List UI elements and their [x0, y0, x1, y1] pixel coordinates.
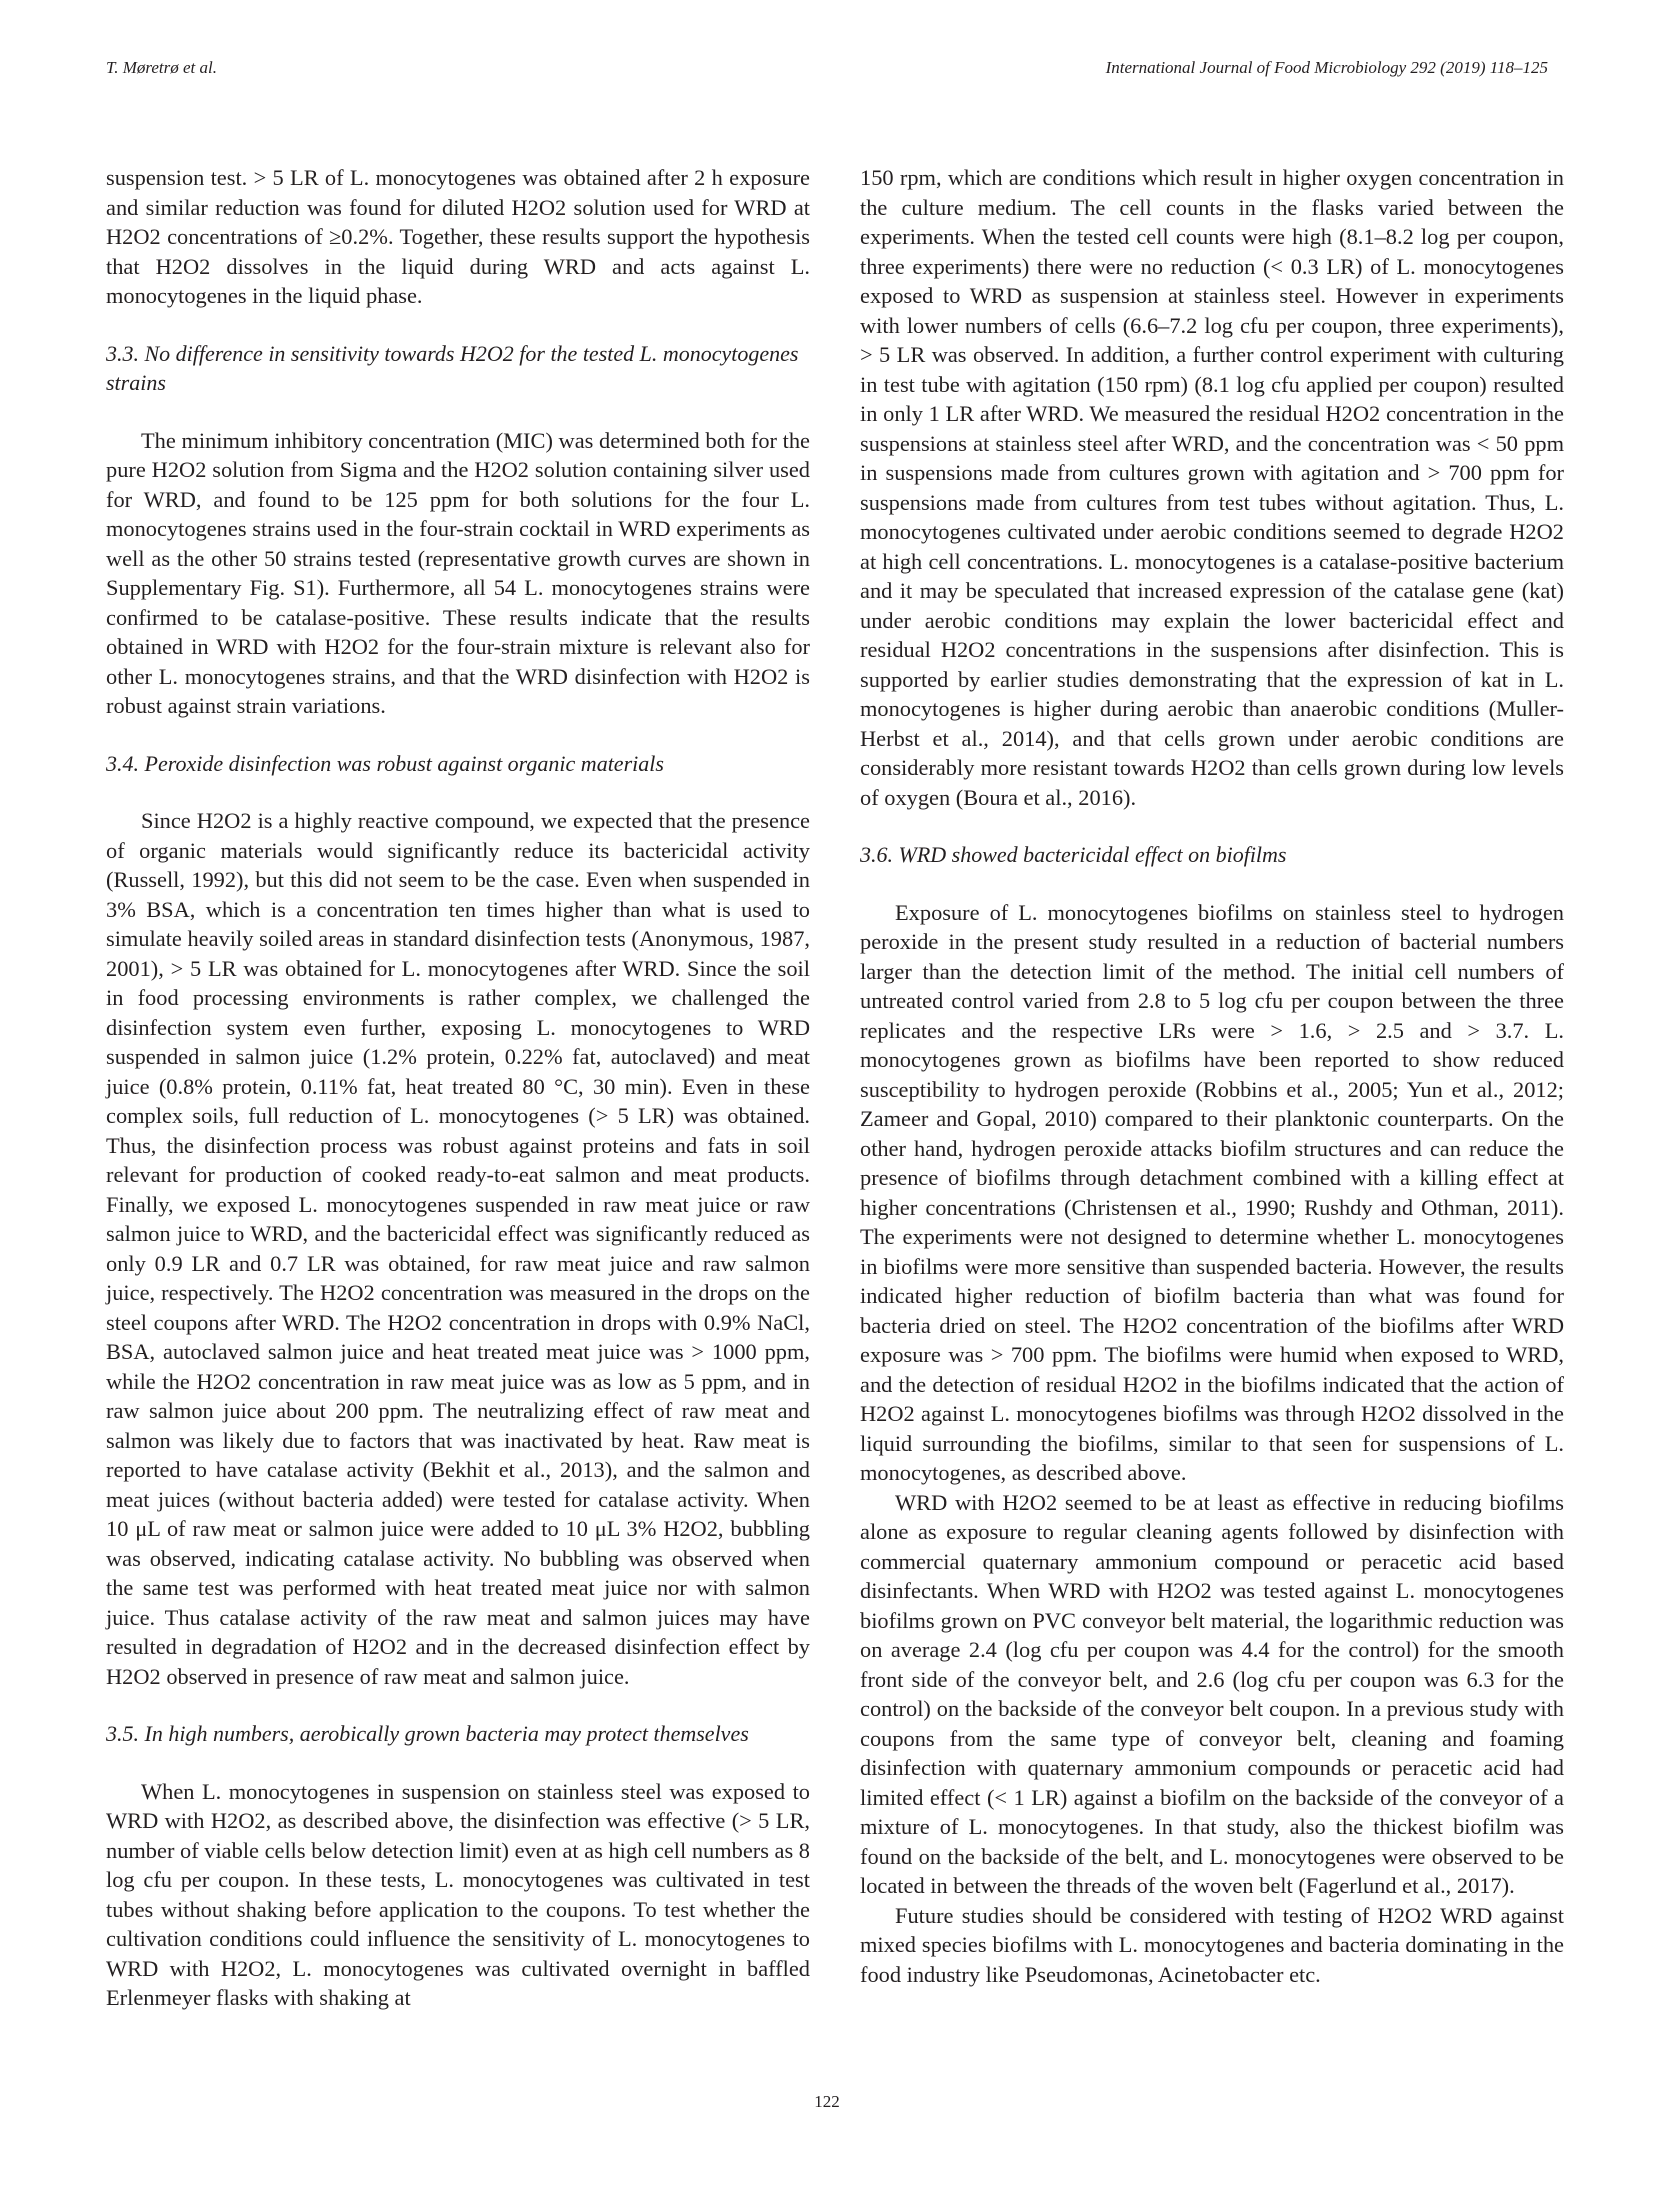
right-column: [860, 163, 1564, 1989]
running-head-authors: T. Møretrø et al.: [106, 58, 217, 77]
paragraph-3-6-b: WRD with H2O2 seemed to be at least as effective in reducing biofilms alone as exposure to regular cleaning agents followed by disinfection with commercial quaternary ammonium compound or peracetic acid based disinfectants. When WRD with H2O2 was tested against L. monocytogenes biofilms grown on PVC conveyor belt material, the logarithmic reduction was on average 2.4 (log cfu per coupon was 4.4 for the control) for the smooth front side of the conveyor belt, and 2.6 (log cfu per coupon was 6.3 for the control) on the backside of the conveyor belt coupon. In a previous study with coupons from the same type of conveyor belt, cleaning and foaming disinfection with quaternary ammonium compounds or peracetic acid had limited effect (< 1 LR) against a biofilm on the backside of the conveyor of a mixture of L. monocytogenes. In that study, also the thickest biofilm was found on the backside of the belt, and L. monocytogenes were observed to be located in between the threads of the woven belt (Fagerlund et al., 2017).: [860, 1489, 1564, 1898]
paragraph-3-5: When L. monocytogenes in suspension on stainless steel was exposed to WRD with H2O2, as described above, the disinfection was effective (> 5 LR, number of viable cells below detection limit) even at as high cell numbers as 8 log cfu per coupon. In these tests, L. monocytogenes was cultivated in test tubes without shaking before application to the coupons. To test whether the cultivation conditions could influence the sensitivity of L. monocytogenes to WRD with H2O2, L. monocytogenes was cultivated overnight in baffled Erlenmeyer flasks with shaking at: [106, 1778, 810, 2010]
paragraph-intro: suspension test. > 5 LR of L. monocytogenes was obtained after 2 h exposure and similar reduction was found for diluted H2O2 solution used for WRD at H2O2 concentrations of ≥0.2%. Together, these results support the hypothesis that H2O2 dissolves in the liquid during WRD and acts against L. monocytogenes in the liquid phase.: [106, 165, 810, 308]
paragraph-3-4: Since H2O2 is a highly reactive compound, we expected that the presence of organic materials would significantly reduce its bactericidal activity (Russell, 1992), but this did not seem to be the case. Even when suspended in 3% BSA, which is a concentration ten times higher than what is used to simulate heavily soiled areas in standard disinfection tests (Anonymous, 1987, 2001), > 5 LR was obtained for L. monocytogenes after WRD. Since the soil in food processing environments is rather complex, we challenged the disinfection system even further, exposing L. monocytogenes to WRD suspended in salmon juice (1.2% protein, 0.22% fat, autoclaved) and meat juice (0.8% protein, 0.11% fat, heat treated 80 °C, 30 min). Even in these complex soils, full reduction of L. monocytogenes (> 5 LR) was obtained. Thus, the disinfection process was robust against proteins and fats in soil relevant for production of cooked ready-to-eat salmon and meat products. Finally, we exposed L. monocytogenes suspended in raw meat juice or raw salmon juice to WRD, and the bactericidal effect was significantly reduced as only 0.9 LR and 0.7 LR was obtained, for raw meat juice and raw salmon juice, respectively. The H2O2 concentration was measured in the drops on the steel coupons after WRD. The H2O2 concentration in drops with 0.9% NaCl, BSA, autoclaved salmon juice and heat treated meat juice was > 1000 ppm, while the H2O2 concentration in raw meat juice was as low as 5 ppm, and in raw salmon juice about 200 ppm. The neutralizing effect of raw meat and salmon was likely due to factors that was inactivated by heat. Raw meat is reported to have catalase activity (Bekhit et al., 2013), and the salmon and meat juices (without bacteria added) were tested for catalase activity. When 10 μL of raw meat or salmon juice were added to 10 μL 3% H2O2, bubbling was observed, indicating catalase activity. No bubbling was observed when the same test was performed with heat treated meat juice nor with salmon juice. Thus catalase activity of the raw meat and salmon juices may have resulted in degradation of H2O2 and in the decreased disinfection effect by H2O2 observed in presence of raw meat and salmon juice.: [106, 808, 810, 1689]
section-heading-3-3: 3.3. No difference in sensitivity towards H2O2 for the tested L. monocytogenes strains: [106, 340, 799, 395]
running-head-journal: International Journal of Food Microbiology 292 (2019) 118–125: [1105, 58, 1548, 77]
section-heading-3-6: 3.6. WRD showed bactericidal effect on biofilms: [860, 842, 1287, 867]
paragraph-continued: 150 rpm, which are conditions which result in higher oxygen concentration in the culture medium. The cell counts in the flasks varied between the experiments. When the tested cell counts were high (8.1–8.2 log per coupon, three experiments) there were no reduction (< 0.3 LR) of L. monocytogenes exposed to WRD as suspension at stainless steel. However in experiments with lower numbers of cells (6.6–7.2 log cfu per coupon, three experiments), > 5 LR was observed. In addition, a further control experiment with culturing in test tube with agitation (150 rpm) (8.1 log cfu applied per coupon) resulted in only 1 LR after WRD. We measured the residual H2O2 concentration in the suspensions at stainless steel after WRD, and the concentration was < 50 ppm in suspensions made from cultures grown with agitation and > 700 ppm for suspensions made from cultures from test tubes without agitation. Thus, L. monocytogenes cultivated under aerobic conditions seemed to degrade H2O2 at high cell concentrations. L. monocytogenes is a catalase-positive bacterium and it may be speculated that increased expression of the catalase gene (kat) under aerobic conditions may explain the lower bactericidal effect and residual H2O2 concentrations in the suspensions after disinfection. This is supported by earlier studies demonstrating that the expression of kat in L. monocytogenes is higher during aerobic than anaerobic conditions (Muller-Herbst et al., 2014), and that cells grown under aerobic conditions are considerably more resistant towards H2O2 than cells grown during low levels of oxygen (Boura et al., 2016).: [860, 165, 1564, 810]
paragraph-3-3: The minimum inhibitory concentration (MIC) was determined both for the pure H2O2 solution from Sigma and the H2O2 solution containing silver used for WRD, and found to be 125 ppm for both solutions for the four L. monocytogenes strains used in the four-strain cocktail in WRD experiments as well as the other 50 strains tested (representative growth curves are shown in Supplementary Fig. S1). Furthermore, all 54 L. monocytogenes strains were confirmed to be catalase-positive. These results indicate that the results obtained in WRD with H2O2 for the four-strain mixture is relevant also for other L. monocytogenes strains, and that the WRD disinfection with H2O2 is robust against strain variations.: [106, 427, 810, 718]
section-heading-3-5: 3.5. In high numbers, aerobically grown bacteria may protect themselves: [106, 1721, 749, 1746]
left-column: [106, 163, 810, 2013]
paragraph-3-6-c: Future studies should be considered with testing of H2O2 WRD against mixed species biofilms with L. monocytogenes and bacteria dominating in the food industry like Pseudomonas, Acinetobacter etc.: [860, 1902, 1564, 1987]
section-heading-3-4: 3.4. Peroxide disinfection was robust against organic materials: [106, 750, 664, 776]
page-number: 122: [814, 2092, 840, 2111]
paragraph-3-6-a: Exposure of L. monocytogenes biofilms on stainless steel to hydrogen peroxide in the present study resulted in a reduction of bacterial numbers larger than the detection limit of the method. The initial cell numbers of untreated control varied from 2.8 to 5 log cfu per coupon between the three replicates and the respective LRs were > 1.6, > 2.5 and > 3.7. L. monocytogenes grown as biofilms have been reported to show reduced susceptibility to hydrogen peroxide (Robbins et al., 2005; Yun et al., 2012; Zameer and Gopal, 2010) compared to their planktonic counterparts. On the other hand, hydrogen peroxide attacks biofilm structures and can reduce the presence of biofilms through detachment combined with a killing effect at higher concentrations (Christensen et al., 1990; Rushdy and Othman, 2011). The experiments were not designed to determine whether L. monocytogenes in biofilms were more sensitive than suspended bacteria. However, the results indicated higher reduction of biofilm bacteria than what was found for bacteria dried on steel. The H2O2 concentration of the biofilms after WRD exposure was > 700 ppm. The biofilms were humid when exposed to WRD, and the detection of residual H2O2 in the biofilms indicated that the action of H2O2 against L. monocytogenes biofilms was through H2O2 dissolved in the liquid surrounding the biofilms, similar to that seen for suspensions of L. monocytogenes, as described above.: [860, 899, 1564, 1485]
